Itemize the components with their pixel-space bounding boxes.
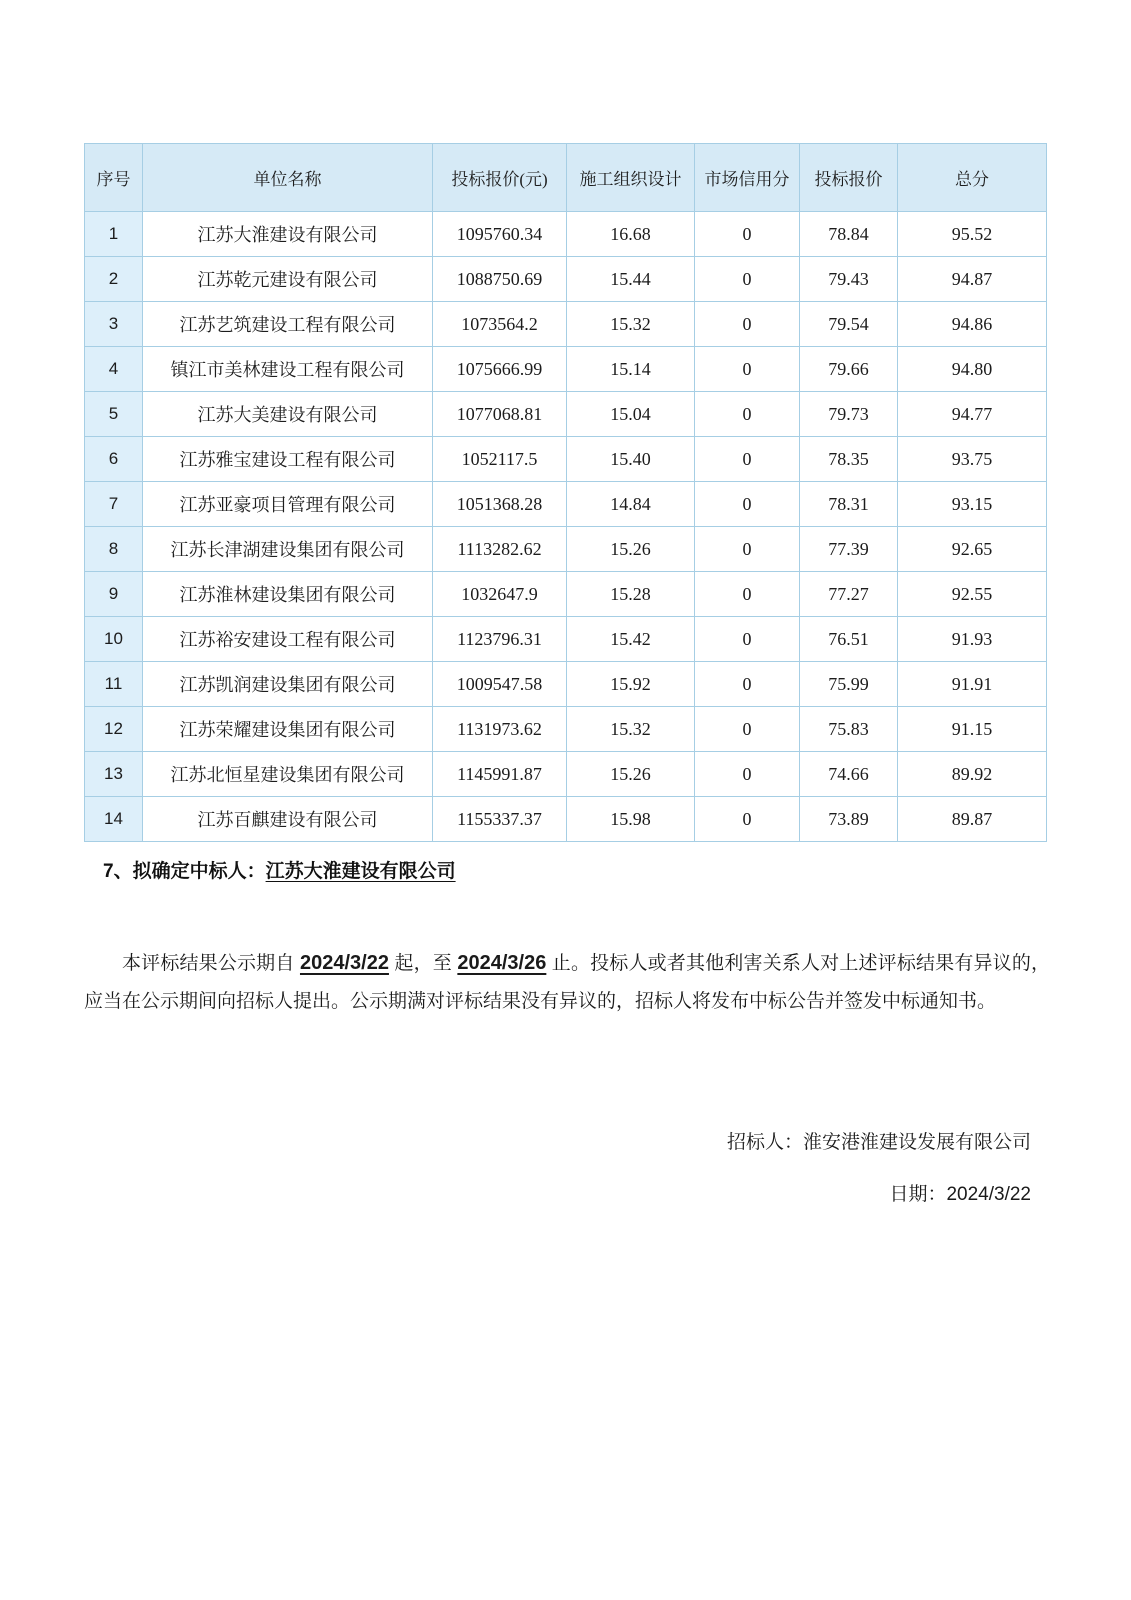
cell-bid-price-score: 76.51 xyxy=(800,617,898,662)
cell-company-name: 江苏凯润建设集团有限公司 xyxy=(143,662,433,707)
cell-index: 9 xyxy=(85,572,143,617)
bid-score-table xyxy=(84,143,1047,842)
cell-bid-price-yuan: 1009547.58 xyxy=(433,662,567,707)
cell-bid-price-yuan: 1088750.69 xyxy=(433,257,567,302)
table-row xyxy=(85,752,1047,797)
cell-bid-price-score: 79.54 xyxy=(800,302,898,347)
cell-market-credit-score: 0 xyxy=(695,707,800,752)
cell-market-credit-score: 0 xyxy=(695,257,800,302)
cell-total-score: 94.87 xyxy=(898,257,1047,302)
cell-construction-org-score: 15.32 xyxy=(567,302,695,347)
publicity-notice xyxy=(84,944,1050,1021)
cell-index: 5 xyxy=(85,392,143,437)
header-market-credit: 市场信用分 xyxy=(695,144,800,212)
cell-bid-price-score: 78.84 xyxy=(800,212,898,257)
table-row xyxy=(85,257,1047,302)
header-total-score: 总分 xyxy=(898,144,1047,212)
table-row xyxy=(85,437,1047,482)
cell-index: 3 xyxy=(85,302,143,347)
cell-company-name: 江苏长津湖建设集团有限公司 xyxy=(143,527,433,572)
cell-index: 12 xyxy=(85,707,143,752)
winner-declaration xyxy=(103,856,456,883)
table-row xyxy=(85,302,1047,347)
table-header-row xyxy=(85,144,1047,212)
notice-text-1: 本评标结果公示期自 xyxy=(122,953,300,974)
cell-total-score: 89.92 xyxy=(898,752,1047,797)
cell-construction-org-score: 15.14 xyxy=(567,347,695,392)
tenderer-line xyxy=(727,1127,1031,1154)
cell-bid-price-yuan: 1051368.28 xyxy=(433,482,567,527)
cell-market-credit-score: 0 xyxy=(695,752,800,797)
cell-construction-org-score: 15.04 xyxy=(567,392,695,437)
cell-total-score: 89.87 xyxy=(898,797,1047,842)
cell-bid-price-yuan: 1077068.81 xyxy=(433,392,567,437)
cell-bid-price-score: 79.43 xyxy=(800,257,898,302)
tenderer-label: 招标人： xyxy=(726,1132,803,1153)
cell-market-credit-score: 0 xyxy=(695,797,800,842)
table-row xyxy=(85,527,1047,572)
cell-company-name: 镇江市美林建设工程有限公司 xyxy=(143,347,433,392)
cell-total-score: 92.65 xyxy=(898,527,1047,572)
cell-company-name: 江苏雅宝建设工程有限公司 xyxy=(143,437,433,482)
cell-company-name: 江苏北恒星建设集团有限公司 xyxy=(143,752,433,797)
table-row xyxy=(85,482,1047,527)
table-row xyxy=(85,707,1047,752)
cell-total-score: 92.55 xyxy=(898,572,1047,617)
cell-market-credit-score: 0 xyxy=(695,392,800,437)
cell-bid-price-yuan: 1032647.9 xyxy=(433,572,567,617)
cell-bid-price-yuan: 1123796.31 xyxy=(433,617,567,662)
cell-bid-price-score: 75.99 xyxy=(800,662,898,707)
cell-construction-org-score: 15.44 xyxy=(567,257,695,302)
cell-company-name: 江苏百麒建设有限公司 xyxy=(143,797,433,842)
cell-index: 2 xyxy=(85,257,143,302)
cell-bid-price-yuan: 1073564.2 xyxy=(433,302,567,347)
date-label: 日期： xyxy=(889,1184,947,1205)
cell-bid-price-score: 77.39 xyxy=(800,527,898,572)
cell-bid-price-yuan: 1131973.62 xyxy=(433,707,567,752)
notice-text-3: 止。投标人或者其他利害关系人对上述评标结果有异议的，应当在公示期间向招标人提出。公示期满对评标结果没有异议的，招标人将发布中标公告并签发中标通知书。 xyxy=(84,953,1051,1012)
cell-market-credit-score: 0 xyxy=(695,527,800,572)
cell-company-name: 江苏艺筑建设工程有限公司 xyxy=(143,302,433,347)
winner-company-name: 江苏大淮建设有限公司 xyxy=(265,861,456,882)
table-row xyxy=(85,392,1047,437)
tenderer-name: 淮安港淮建设发展有限公司 xyxy=(802,1132,1031,1153)
header-index: 序号 xyxy=(85,144,143,212)
cell-total-score: 93.15 xyxy=(898,482,1047,527)
cell-index: 11 xyxy=(85,662,143,707)
cell-construction-org-score: 15.92 xyxy=(567,662,695,707)
cell-company-name: 江苏亚豪项目管理有限公司 xyxy=(143,482,433,527)
cell-market-credit-score: 0 xyxy=(695,212,800,257)
cell-market-credit-score: 0 xyxy=(695,482,800,527)
cell-market-credit-score: 0 xyxy=(695,302,800,347)
cell-bid-price-score: 79.66 xyxy=(800,347,898,392)
publicity-end-date: 2024/3/26 xyxy=(457,952,547,974)
table-row xyxy=(85,572,1047,617)
cell-bid-price-score: 78.35 xyxy=(800,437,898,482)
header-bid-price-yuan: 投标报价(元) xyxy=(433,144,567,212)
header-bid-price-score: 投标报价 xyxy=(800,144,898,212)
cell-index: 8 xyxy=(85,527,143,572)
cell-bid-price-yuan: 1075666.99 xyxy=(433,347,567,392)
table-row xyxy=(85,212,1047,257)
cell-total-score: 94.80 xyxy=(898,347,1047,392)
cell-bid-price-score: 75.83 xyxy=(800,707,898,752)
cell-index: 6 xyxy=(85,437,143,482)
cell-construction-org-score: 15.26 xyxy=(567,527,695,572)
cell-bid-price-yuan: 1145991.87 xyxy=(433,752,567,797)
cell-company-name: 江苏乾元建设有限公司 xyxy=(143,257,433,302)
cell-bid-price-yuan: 1052117.5 xyxy=(433,437,567,482)
cell-bid-price-score: 78.31 xyxy=(800,482,898,527)
table-row xyxy=(85,617,1047,662)
cell-construction-org-score: 14.84 xyxy=(567,482,695,527)
cell-market-credit-score: 0 xyxy=(695,662,800,707)
table-row xyxy=(85,662,1047,707)
notice-text-2: 起，至 xyxy=(388,953,458,974)
cell-total-score: 91.15 xyxy=(898,707,1047,752)
cell-index: 7 xyxy=(85,482,143,527)
cell-market-credit-score: 0 xyxy=(695,617,800,662)
date-line xyxy=(889,1179,1031,1206)
cell-company-name: 江苏大美建设有限公司 xyxy=(143,392,433,437)
date-value: 2024/3/22 xyxy=(946,1184,1031,1205)
header-construction-org: 施工组织设计 xyxy=(567,144,695,212)
cell-bid-price-yuan: 1113282.62 xyxy=(433,527,567,572)
table-row xyxy=(85,797,1047,842)
table-body xyxy=(85,212,1047,842)
cell-total-score: 93.75 xyxy=(898,437,1047,482)
cell-construction-org-score: 15.98 xyxy=(567,797,695,842)
cell-bid-price-yuan: 1155337.37 xyxy=(433,797,567,842)
cell-company-name: 江苏大淮建设有限公司 xyxy=(143,212,433,257)
cell-construction-org-score: 15.26 xyxy=(567,752,695,797)
cell-construction-org-score: 16.68 xyxy=(567,212,695,257)
cell-total-score: 95.52 xyxy=(898,212,1047,257)
cell-index: 1 xyxy=(85,212,143,257)
cell-construction-org-score: 15.40 xyxy=(567,437,695,482)
cell-company-name: 江苏裕安建设工程有限公司 xyxy=(143,617,433,662)
cell-index: 13 xyxy=(85,752,143,797)
cell-total-score: 91.91 xyxy=(898,662,1047,707)
cell-bid-price-yuan: 1095760.34 xyxy=(433,212,567,257)
cell-bid-price-score: 77.27 xyxy=(800,572,898,617)
cell-company-name: 江苏荣耀建设集团有限公司 xyxy=(143,707,433,752)
cell-bid-price-score: 73.89 xyxy=(800,797,898,842)
cell-total-score: 91.93 xyxy=(898,617,1047,662)
header-company-name: 单位名称 xyxy=(143,144,433,212)
cell-index: 4 xyxy=(85,347,143,392)
cell-index: 10 xyxy=(85,617,143,662)
cell-bid-price-score: 79.73 xyxy=(800,392,898,437)
cell-market-credit-score: 0 xyxy=(695,572,800,617)
cell-company-name: 江苏淮林建设集团有限公司 xyxy=(143,572,433,617)
cell-total-score: 94.77 xyxy=(898,392,1047,437)
cell-bid-price-score: 74.66 xyxy=(800,752,898,797)
winner-declaration-prefix: 7、拟确定中标人： xyxy=(103,861,266,882)
cell-market-credit-score: 0 xyxy=(695,347,800,392)
cell-construction-org-score: 15.28 xyxy=(567,572,695,617)
table-row xyxy=(85,347,1047,392)
cell-total-score: 94.86 xyxy=(898,302,1047,347)
publicity-start-date: 2024/3/22 xyxy=(299,952,389,974)
cell-market-credit-score: 0 xyxy=(695,437,800,482)
cell-construction-org-score: 15.42 xyxy=(567,617,695,662)
cell-construction-org-score: 15.32 xyxy=(567,707,695,752)
cell-index: 14 xyxy=(85,797,143,842)
